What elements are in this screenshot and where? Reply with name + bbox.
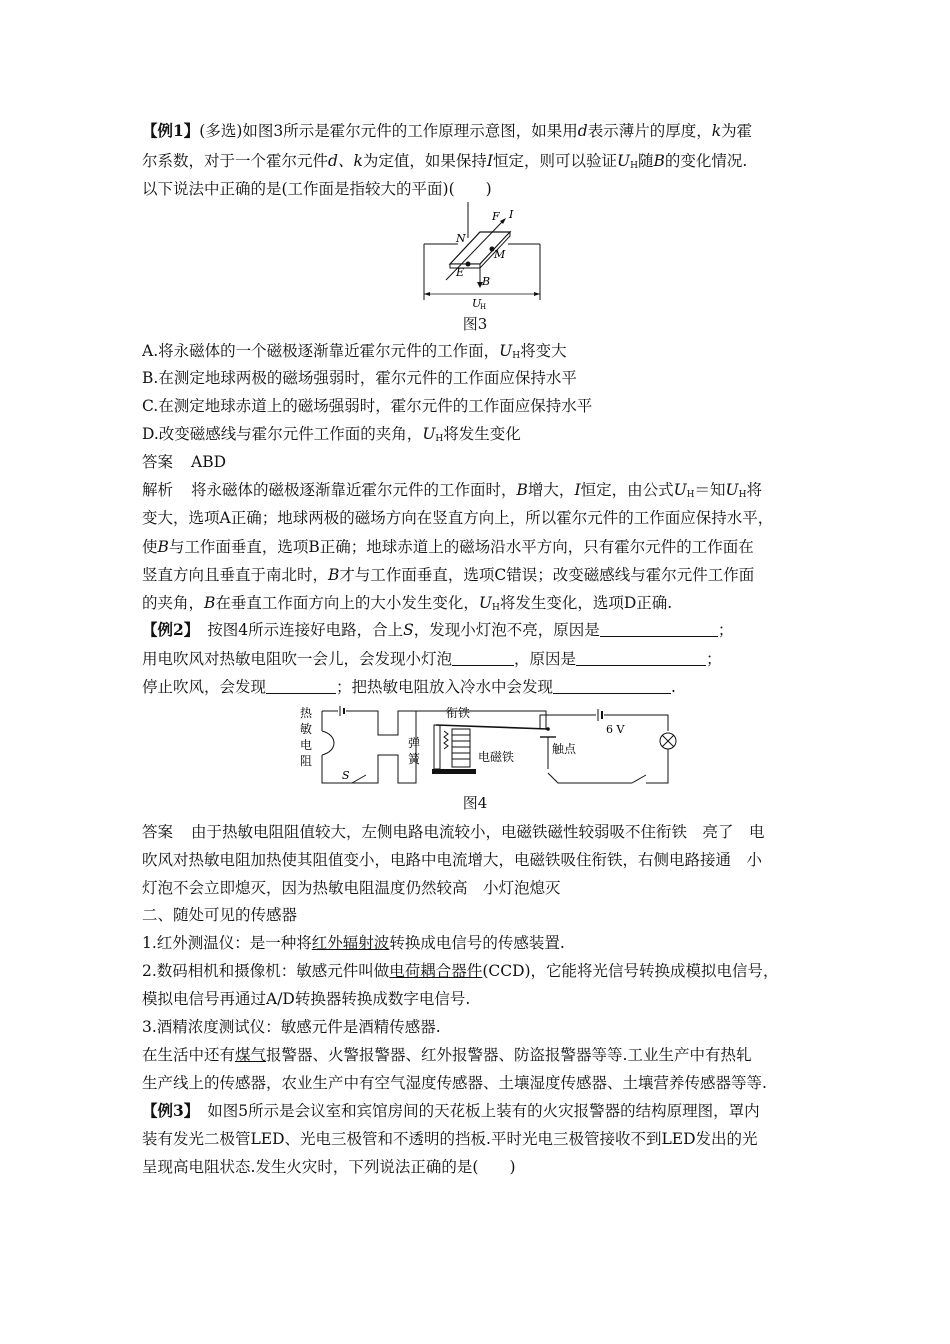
example2-line1: 【例2】 按图4所示连接好电路，合上S，发现小灯泡不亮，原因是 ； — [142, 620, 734, 639]
sensor-item-2-cont: 模拟电信号再通过A/D转换器转换成数字电信号. — [142, 990, 471, 1008]
example1-tag: 【例1】 — [142, 121, 200, 140]
example2-tag: 【例2】 — [142, 620, 200, 639]
figure4-caption: 图4 — [462, 794, 488, 812]
option-c: C.在测定地球赤道上的磁场强弱时，霍尔元件的工作面应保持水平 — [142, 397, 593, 415]
option-d: D.改变磁感线与霍尔元件工作面的夹角，$U_H$将发生变化 — [142, 425, 521, 444]
sensor-examples-line1: 在生活中还有煤气报警器、火警报警器、红外报警器、防盗报警器等等.工业生产中有热轧 — [142, 1046, 752, 1064]
relay-base — [432, 769, 476, 774]
blank-4[interactable] — [266, 679, 336, 694]
example3-line1: 【例3】 如图5所示是会议室和宾馆房间的天花板上装有的火灾报警器的结构原理图，罩内 — [142, 1101, 760, 1120]
thermistor-symbol — [322, 731, 334, 755]
example1-line2: 尔系数，对于一个霍尔元件d、k为定值，如果保持I恒定，则可以验证$U_H$随B的变化情况. — [142, 152, 748, 171]
label-electromagnet: 电磁铁 — [478, 750, 515, 764]
example2-answer-line2: 吹风对热敏电阻加热使其阻值变小，电路中电流增大，电磁铁吸住衔铁，右侧电路接通 小 — [142, 851, 763, 869]
hall-element-figure — [418, 202, 548, 310]
example3-tag: 【例3】 — [142, 1101, 200, 1120]
example3-line3: 呈现高电阻状态.发生火灾时，下列说法正确的是( ) — [142, 1158, 516, 1176]
uh-arrow-left — [424, 292, 430, 296]
left-circuit-wire — [322, 711, 416, 783]
label-spring-1: 弹 — [408, 736, 421, 750]
figure3-caption: 图3 — [462, 315, 488, 333]
label-armature: 衔铁 — [446, 706, 471, 720]
hall-plate-edge-front — [450, 264, 480, 268]
label-i: I — [509, 208, 514, 221]
example2-line3: 停止吹风，会发现 ；把热敏电阻放入冷水中会发现 . — [142, 678, 676, 696]
right-circuit-wire — [548, 773, 632, 783]
label-thermistor-2: 敏 — [300, 722, 313, 736]
example2-answer-line1: 答案 由于热敏电阻阻值较大，左侧电路电流较小，电磁铁磁性较弱吸不住衔铁 亮了 电 — [142, 823, 765, 841]
label-uh: U — [472, 297, 482, 310]
label-m: M — [494, 248, 506, 261]
analysis-line2: 变大，选项A正确；地球两极的磁场方向在竖直方向上，所以霍尔元件的工作面应保持水平， — [142, 509, 774, 527]
label-contact: 触点 — [552, 742, 577, 756]
contact-point — [546, 727, 550, 731]
sensor-item-2: 2.数码相机和摄像机：敏感元件叫做电荷耦合器件(CCD)，它能将光信号转换成模拟电信号， — [142, 962, 779, 980]
option-a: A.将永磁体的一个磁极逐渐靠近霍尔元件的工作面，$U_H$将变大 — [142, 342, 567, 361]
switch-right — [632, 775, 646, 783]
label-s: S — [342, 769, 350, 782]
blank-5[interactable] — [553, 679, 671, 694]
label-b: B — [482, 275, 491, 288]
example2-line2: 用电吹风对热敏电阻吹一会儿，会发现小灯泡 ，原因是 ； — [142, 650, 722, 668]
option-b: B.在测定地球两极的磁场强弱时，霍尔元件的工作面应保持水平 — [142, 369, 577, 387]
example1-line1: 【例1】(多选)如图3所示是霍尔元件的工作原理示意图，如果用d表示薄片的厚度，k为霍 — [142, 121, 753, 140]
label-thermistor-1: 热 — [300, 706, 313, 720]
label-uh-sub: H — [480, 303, 487, 310]
analysis-line4: 竖直方向且垂直于南北时，B才与工作面垂直，选项C错误；改变磁感线与霍尔元件工作面 — [142, 566, 755, 584]
label-thermistor-3: 电 — [300, 738, 313, 752]
label-e: E — [456, 266, 465, 279]
analysis-line3: 使B与工作面垂直，选项B正确；地球赤道上的磁场沿水平方向，只有霍尔元件的工作面在 — [142, 538, 754, 556]
label-f: F — [492, 210, 500, 223]
relay-circuit-figure — [296, 703, 684, 789]
label-voltage: 6 V — [606, 723, 625, 736]
spring-symbol — [444, 731, 448, 749]
right-circuit-wire — [646, 749, 668, 783]
example2-answer-line3: 灯泡不会立即熄灭，因为热敏电阻温度仍然较高 小灯泡熄灭 — [142, 879, 561, 897]
terminal-e — [466, 262, 471, 267]
label-thermistor-4: 阻 — [300, 754, 313, 768]
sensor-item-3: 3.酒精浓度测试仪：敏感元件是酒精传感器. — [142, 1018, 441, 1036]
label-n: N — [456, 232, 466, 245]
blank-3[interactable] — [576, 651, 706, 666]
uh-arrow-right — [534, 292, 540, 296]
example1-line3: 以下说法中正确的是(工作面是指较大的平面)( ) — [142, 180, 492, 198]
analysis-line1: 解析 将永磁体的磁极逐渐靠近霍尔元件的工作面时，B增大，I恒定，由公式$U_H=$知$U_H$将 — [142, 481, 762, 500]
armature-bar — [436, 725, 548, 729]
blank-2[interactable] — [452, 651, 514, 666]
analysis-line5: 的夹角，B在垂直工作面方向上的大小发生变化，$U_H$将发生变化，选项D正确. — [142, 594, 673, 613]
switch-s — [352, 775, 366, 783]
example1-answer: 答案 ABD — [142, 453, 227, 471]
label-spring-2: 簧 — [408, 752, 421, 766]
example3-line2: 装有发光二极管LED、光电三极管和不透明的挡板.平时光电三极管接收不到LED发出的光 — [142, 1130, 758, 1148]
right-circuit-wire — [540, 715, 596, 729]
blank-1[interactable] — [600, 622, 718, 637]
section-title: 二、随处可见的传感器 — [142, 906, 298, 924]
relay-support — [434, 725, 440, 769]
sensor-examples-line2: 生产线上的传感器，农业生产中有空气湿度传感器、土壤湿度传感器、土壤营养传感器等等. — [142, 1074, 767, 1092]
sensor-item-1: 1.红外测温仪：是一种将红外辐射波转换成电信号的传感装置. — [142, 934, 565, 952]
